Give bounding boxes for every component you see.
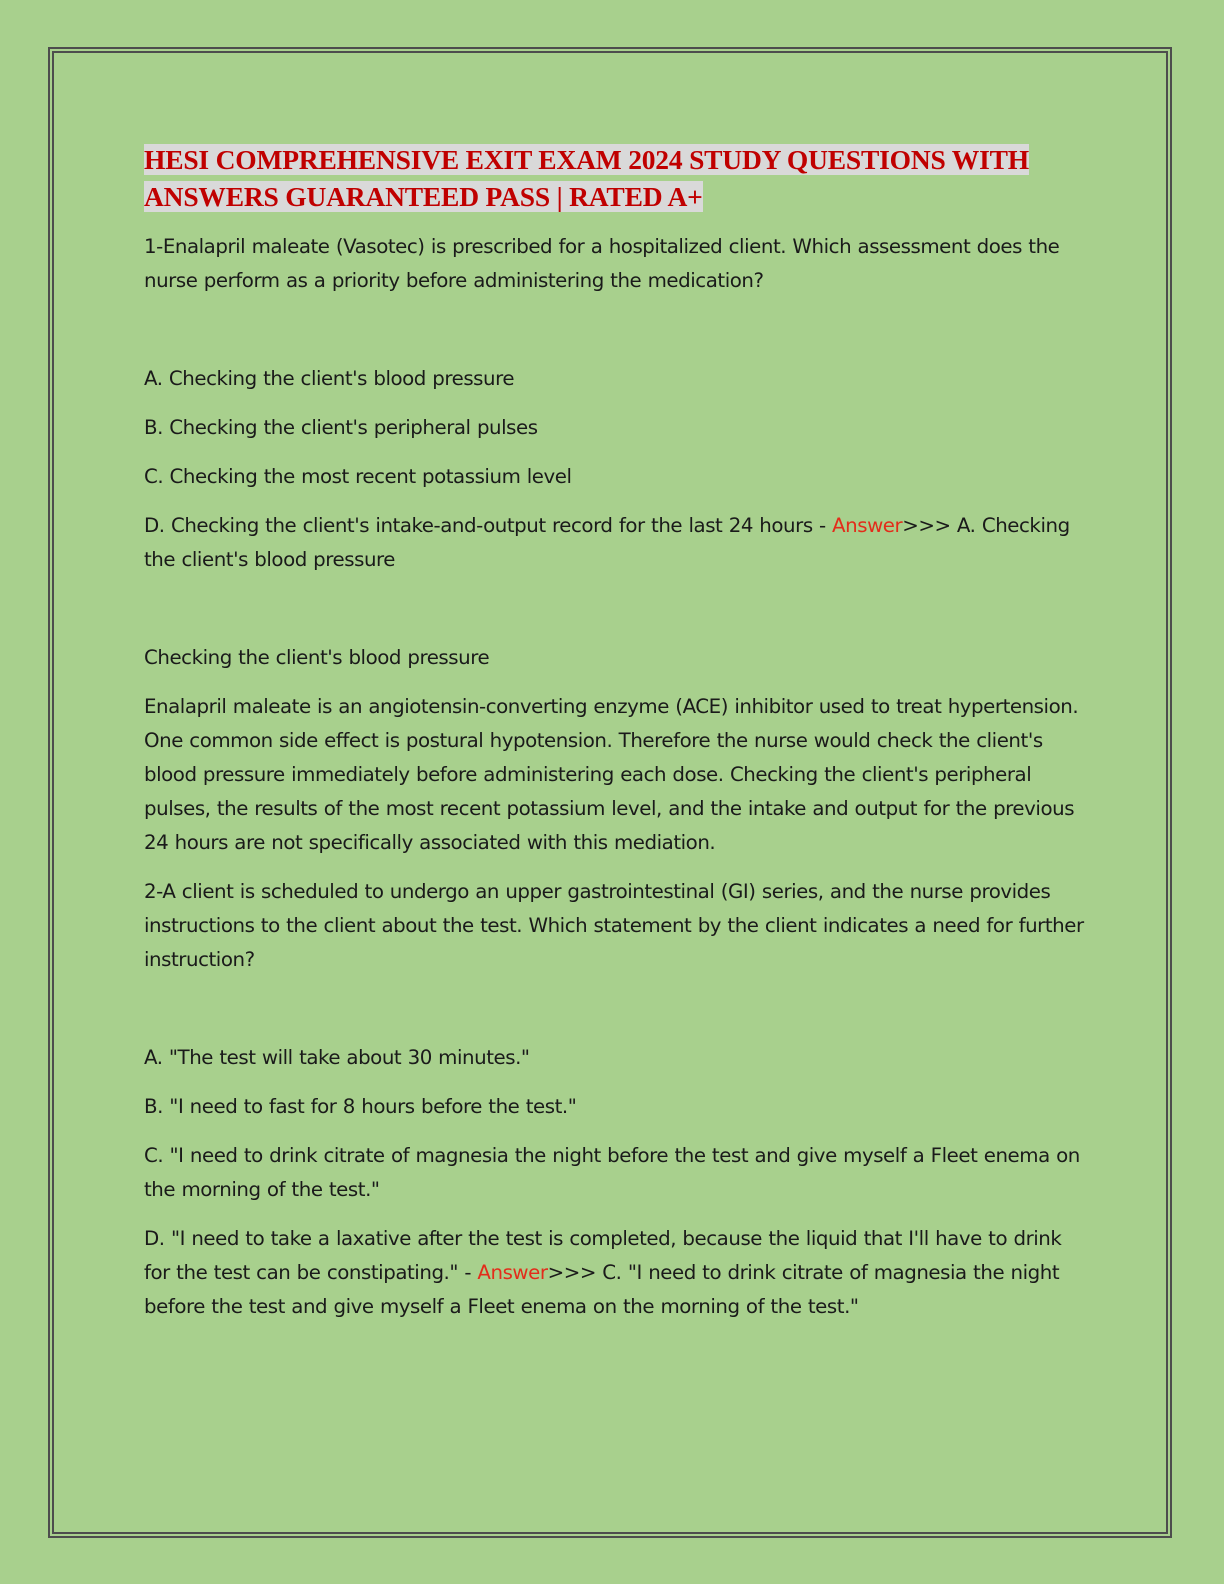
document-title <box>144 141 1084 215</box>
question-2-option-d-with-answer <box>144 1222 1084 1324</box>
question-1-rationale: Enalapril maleate is an angiotensin-converting enzyme (ACE) inhibitor used to treat hypertension. One common side effect is postural hypotension. Therefore the nurse would check the client's blood pressure immediately before administering each dose. Checking the client's peripheral pulses, the results of the most recent potassium level, and the intake and output for the previous 24 hours are not specifically associated with this mediation. <box>144 695 1079 854</box>
title-line-1: HESI COMPREHENSIVE EXIT EXAM 2024 STUDY QUESTIONS WITH <box>144 144 1029 175</box>
question-1-option-c: C. Checking the most recent potassium level <box>144 465 572 488</box>
spacer <box>144 313 1084 362</box>
question-1-answer-text: >>> A. Checking the client's blood pressure <box>144 514 1070 571</box>
question-2-option-c: C. "I need to drink citrate of magnesia the night before the test and give myself a Fleet enema on the morning of the test." <box>144 1144 1080 1201</box>
title-line-2: ANSWERS GUARANTEED PASS | RATED A+ <box>144 181 703 212</box>
question-2-answer-text: >>> C. "I need to drink citrate of magnesia the night before the test and give myself a Fleet enema on the morning of the test." <box>144 1261 1060 1318</box>
question-1-text: 1-Enalapril maleate (Vasotec) is prescribed for a hospitalized client. Which assessment does the nurse perform as a priority before administering the medication? <box>144 235 1060 292</box>
document-body <box>144 141 1084 1339</box>
question-1-option-a: A. Checking the client's blood pressure <box>144 367 515 390</box>
question-1-rationale-heading: Checking the client's blood pressure <box>144 646 490 669</box>
question-1-option-b: B. Checking the client's peripheral pulses <box>144 416 538 439</box>
spacer <box>144 592 1084 641</box>
question-1-answer-label: Answer <box>832 514 903 537</box>
question-2-option-a: A. "The test will take about 30 minutes." <box>144 1046 530 1069</box>
question-2-option-b: B. "I need to fast for 8 hours before the test." <box>144 1095 577 1118</box>
question-2-answer-label: Answer <box>477 1261 548 1284</box>
question-2-text: 2-A client is scheduled to undergo an upper gastrointestinal (GI) series, and the nurse provides instructions to the client about the test. Which statement by the client indicates a need for further instruction? <box>144 880 1084 971</box>
spacer <box>144 992 1084 1041</box>
question-2-option-d: D. "I need to take a laxative after the test is completed, because the liquid that I'll have to drink for the test can be constipating." - <box>144 1227 1062 1284</box>
question-1-option-d: D. Checking the client's intake-and-output record for the last 24 hours - <box>144 514 833 537</box>
question-1-option-d-with-answer <box>144 509 1084 577</box>
